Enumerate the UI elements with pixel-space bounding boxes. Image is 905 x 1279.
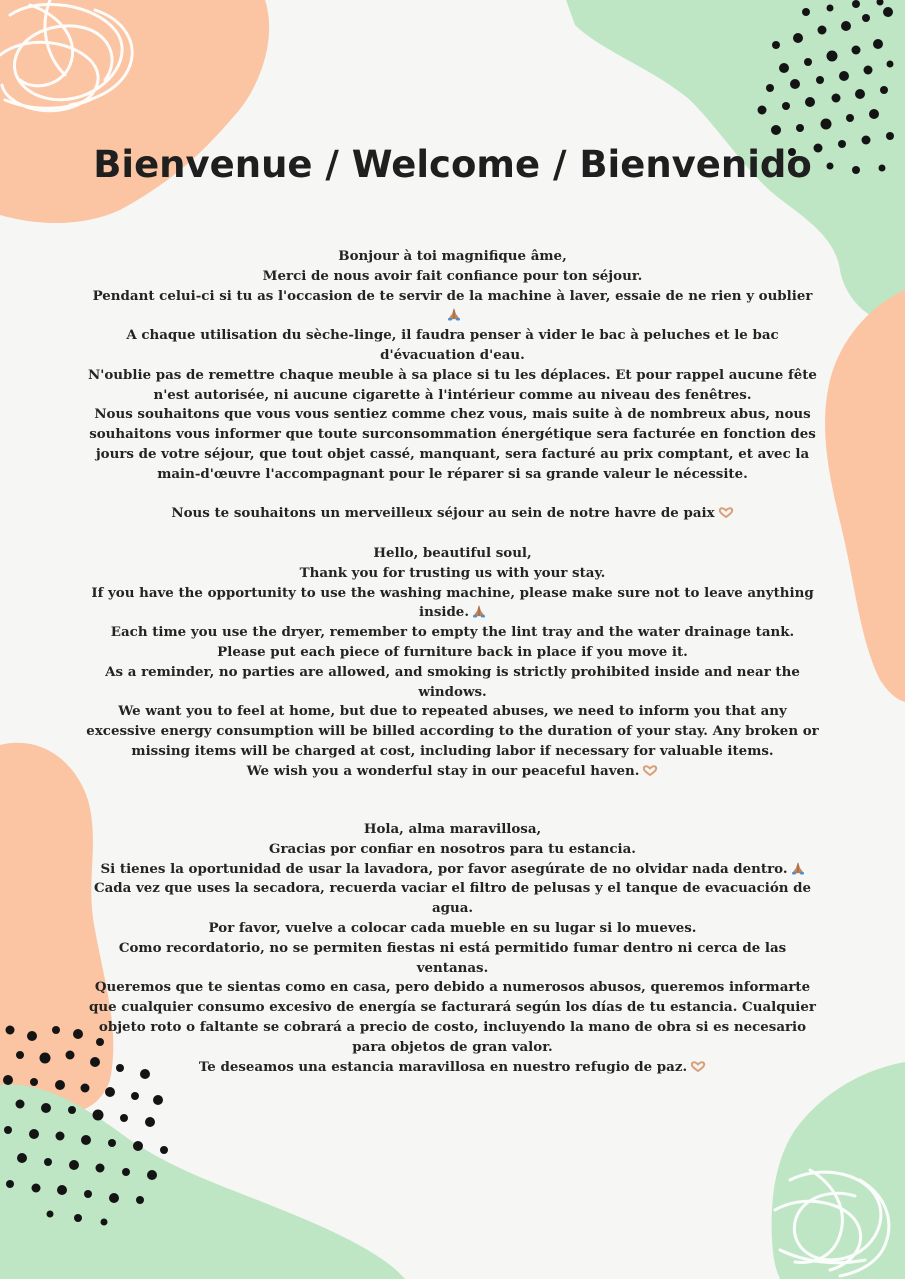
en-billing: We want you to feel at home, but due to repeated abuses, we need to inform you that any excessive energy consumption will be billed according to the duration of your stay. Any broken or missing items will be charged at cost, including labor if necessary for valuable items.: [86, 703, 819, 759]
fr-washing-machine: Pendant celui-ci si tu as l'occasion de te servir de la machine à laver, essaie de ne rien y oublier: [92, 287, 813, 304]
heart-hands-icon: [690, 1061, 706, 1073]
english-section: [85, 544, 820, 782]
peach-blob-right: [825, 290, 905, 702]
es-rules: Como recordatorio, no se permiten fiestas ni está permitido fumar dentro ni cerca de las ventanas.: [118, 939, 787, 976]
en-rules: As a reminder, no parties are allowed, and smoking is strictly prohibited inside and near the windows.: [105, 663, 800, 700]
en-dryer: Each time you use the dryer, remember to empty the lint tray and the water drainage tank.: [110, 624, 795, 641]
es-closing-line: [85, 1058, 820, 1078]
praying-hands-icon: [791, 861, 805, 875]
en-washing-machine-line: [85, 584, 820, 624]
praying-hands-icon: [447, 307, 461, 321]
es-washing-machine: Si tienes la oportunidad de usar la lavadora, por favor asegúrate de no olvidar nada dentro.: [100, 860, 788, 877]
es-dryer: Cada vez que uses la secadora, recuerda vaciar el filtro de pelusas y el tanque de evacuación de agua.: [93, 880, 812, 917]
heart-hands-icon: [718, 507, 734, 519]
praying-hands-icon: [472, 604, 486, 618]
spanish-section: [85, 820, 820, 1077]
fr-furniture-rules: N'oublie pas de remettre chaque meuble à sa place si tu les déplaces. Et pour rappel aucune fête n'est autorisée, ni aucune cigarette à l'intérieur comme au niveau des fenêtres.: [88, 366, 817, 403]
mint-blob-bottom-left: [0, 1084, 405, 1279]
fr-closing: Nous te souhaitons un merveilleux séjour au sein de notre havre de paix: [171, 505, 715, 522]
fr-closing-line: [85, 504, 820, 524]
fr-thanks: Merci de nous avoir fait confiance pour ton séjour.: [262, 267, 643, 284]
fr-spacer: [85, 485, 820, 505]
en-washing-machine: If you have the opportunity to use the washing machine, please make sure not to leave anything inside.: [91, 584, 814, 621]
heart-hands-icon: [642, 765, 658, 777]
es-furniture: Por favor, vuelve a colocar cada mueble en su lugar si lo mueves.: [208, 919, 697, 936]
es-closing: Te deseamos una estancia maravillosa en nuestro refugio de paz.: [198, 1058, 688, 1075]
fr-dryer: A chaque utilisation du sèche-linge, il faudra penser à vider le bac à peluches et le bac d'évacuation d'eau.: [126, 327, 779, 363]
es-thanks: Gracias por confiar en nosotros para tu estancia.: [269, 840, 636, 857]
en-closing-line: [85, 762, 820, 782]
french-section: [85, 247, 820, 524]
fr-greeting: Bonjour à toi magnifique âme,: [338, 248, 567, 264]
page-title: Bienvenue / Welcome / Bienvenido: [93, 143, 812, 186]
fr-washing-machine-line: [85, 287, 820, 327]
fr-billing: Nous souhaitons que vous vous sentiez comme chez vous, mais suite à de nombreux abus, nous souhaitons vous informer que toute surconsommation énergétique sera facturée en fonction des jours de votre séjour, que tout objet cassé, manquant, sera facturé au prix comptant, et avec la main-d'œuvre l'accompagnant pour le réparer si sa grande valeur le nécessite.: [89, 406, 816, 482]
en-greeting: Hello, beautiful soul,: [373, 545, 532, 561]
en-closing: We wish you a wonderful stay in our peaceful haven.: [246, 762, 640, 779]
en-thanks: Thank you for trusting us with your stay.: [299, 564, 606, 581]
en-furniture: Please put each piece of furniture back in place if you move it.: [217, 643, 688, 660]
es-washing-machine-line: [85, 860, 820, 880]
es-greeting: Hola, alma maravillosa,: [363, 821, 542, 837]
es-billing: Queremos que te sientas como en casa, pero debido a numerosos abusos, queremos informarte que cualquier consumo excesivo de energía se facturará según los días de tu estancia. Cualquier objeto roto o faltante se cobrará a precio de costo, incluyendo la mano de obra si es necesario para objetos de gran valor.: [89, 979, 816, 1055]
